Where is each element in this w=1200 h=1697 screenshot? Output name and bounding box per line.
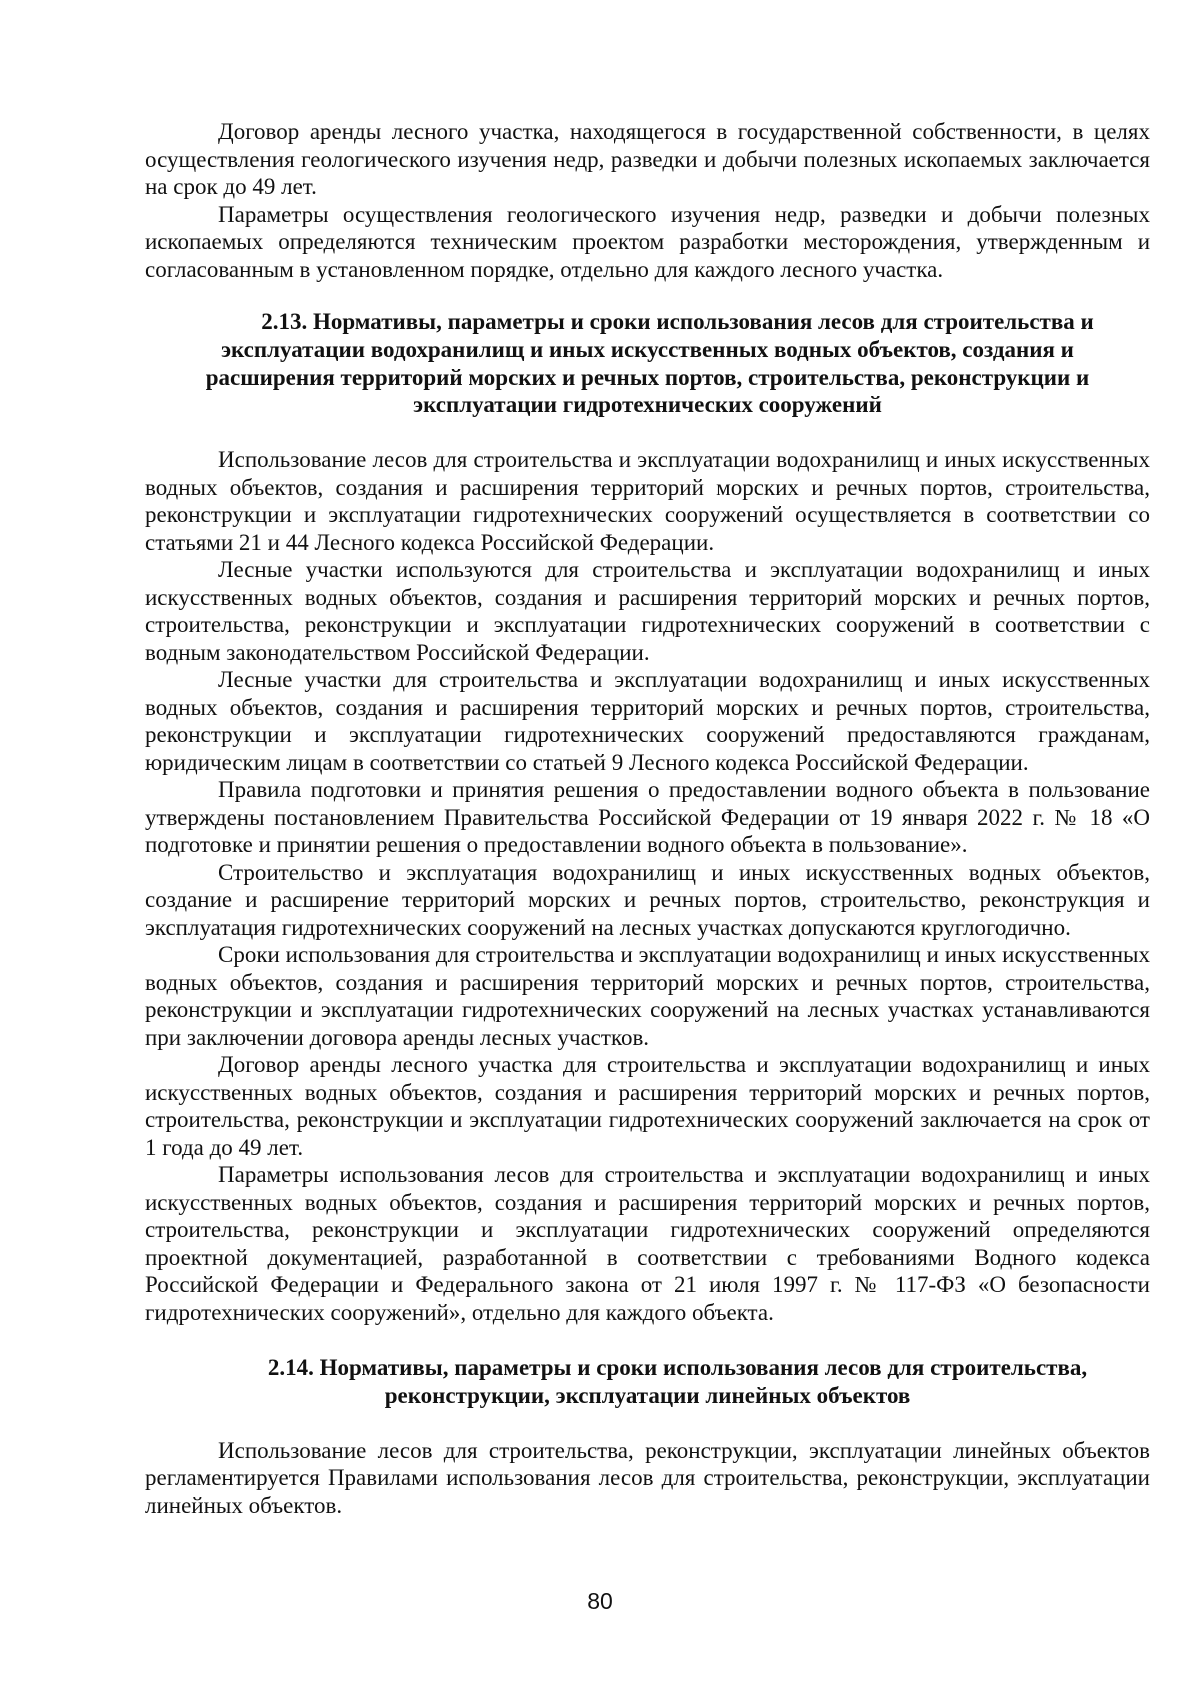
page-number: 80: [587, 1588, 613, 1614]
paragraph-2-13-usage: Использование лесов для строительства и эксплуатации водохранилищ и иных искусственных водных объектов, создания и расширения территорий морских и речных портов, строительства, реконструкции и эксплуатации гидротехнических сооружений осуществляется в соответствии со статьями 21 и 44 Лесного кодекса Российской Федерации.: [145, 447, 1150, 555]
section-heading-2-13-text: 2.13. Нормативы, параметры и сроки использования лесов для строительства и эксплуатации водохранилищ и иных искусственных водных объектов, создания и расширения территорий морских и речных портов, строительства, реконструкции и эксплуатации гидротехнических сооружений: [205, 309, 1094, 418]
section-heading-2-13: [145, 308, 1150, 419]
paragraph-lease-term-geology: Договор аренды лесного участка, находящегося в государственной собственности, в целях осуществления геологического изучения недр, разведки и добычи полезных ископаемых заключается на срок до 49 лет.: [145, 119, 1150, 199]
section-heading-2-14: [145, 1354, 1150, 1410]
section-heading-2-14-text: 2.14. Нормативы, параметры и сроки использования лесов для строительства, реконструкции, эксплуатации линейных объектов: [267, 1355, 1088, 1408]
paragraph-2-13-plots-used: Лесные участки используются для строительства и эксплуатации водохранилищ и иных искусственных водных объектов, создания и расширения территорий морских и речных портов, строительства, реконструкции и эксплуатации гидротехнических сооружений в соответствии с водным законодательством Российской Федерации.: [145, 557, 1150, 665]
page-content: [145, 118, 1150, 1519]
paragraph-2-13-lease-term: Договор аренды лесного участка для строительства и эксплуатации водохранилищ и иных искусственных водных объектов, создания и расширения территорий морских и речных портов, строительства, реконструкции и эксплуатации гидротехнических сооружений заключается на срок от 1 года до 49 лет.: [145, 1052, 1150, 1160]
paragraph-2-14-usage: Использование лесов для строительства, реконструкции, эксплуатации линейных объектов регламентируется Правилами использования лесов для строительства, реконструкции, эксплуатации линейных объектов.: [145, 1437, 1150, 1518]
section-2-13-body: [145, 446, 1150, 1326]
paragraph-2-13-parameters: Параметры использования лесов для строительства и эксплуатации водохранилищ и иных искусственных водных объектов, создания и расширения территорий морских и речных портов, строительства, реконструкции и эксплуатации гидротехнических сооружений определяются проектной документацией, разработанной в соответствии с требованиями Водного кодекса Российской Федерации и Федерального закона от 21 июля 1997 г. № 117-ФЗ «О безопасности гидротехнических сооружений», отдельно для каждого объекта.: [145, 1162, 1150, 1325]
section-2-14-body: [145, 1437, 1150, 1520]
paragraph-2-13-terms: Сроки использования для строительства и эксплуатации водохранилищ и иных искусственных водных объектов, создания и расширения территорий морских и речных портов, строительства, реконструкции и эксплуатации гидротехнических сооружений на лесных участках устанавливаются при заключении договора аренды лесных участков.: [145, 942, 1150, 1050]
paragraph-2-13-year-round: Строительство и эксплуатация водохранилищ и иных искусственных водных объектов, создание и расширение территорий морских и речных портов, строительство, реконструкция и эксплуатация гидротехнических сооружений на лесных участках допускаются круглогодично.: [145, 859, 1150, 940]
paragraph-geology-parameters: Параметры осуществления геологического изучения недр, разведки и добычи полезных ископаемых определяются техническим проектом разработки месторождения, утвержденным и согласованным в установленном порядке, отдельно для каждого лесного участка.: [145, 201, 1150, 282]
paragraph-2-13-rules: Правила подготовки и принятия решения о предоставлении водного объекта в пользование утверждены постановлением Правительства Российской Федерации от 19 января 2022 г. № 18 «О подготовке и принятии решения о предоставлении водного объекта в пользование».: [145, 777, 1150, 858]
paragraph-2-13-plots-provided: Лесные участки для строительства и эксплуатации водохранилищ и иных искусственных водных объектов, создания и расширения территорий морских и речных портов, строительства, реконструкции и эксплуатации гидротехнических сооружений предоставляются гражданам, юридическим лицам в соответствии со статьей 9 Лесного кодекса Российской Федерации.: [145, 667, 1150, 775]
